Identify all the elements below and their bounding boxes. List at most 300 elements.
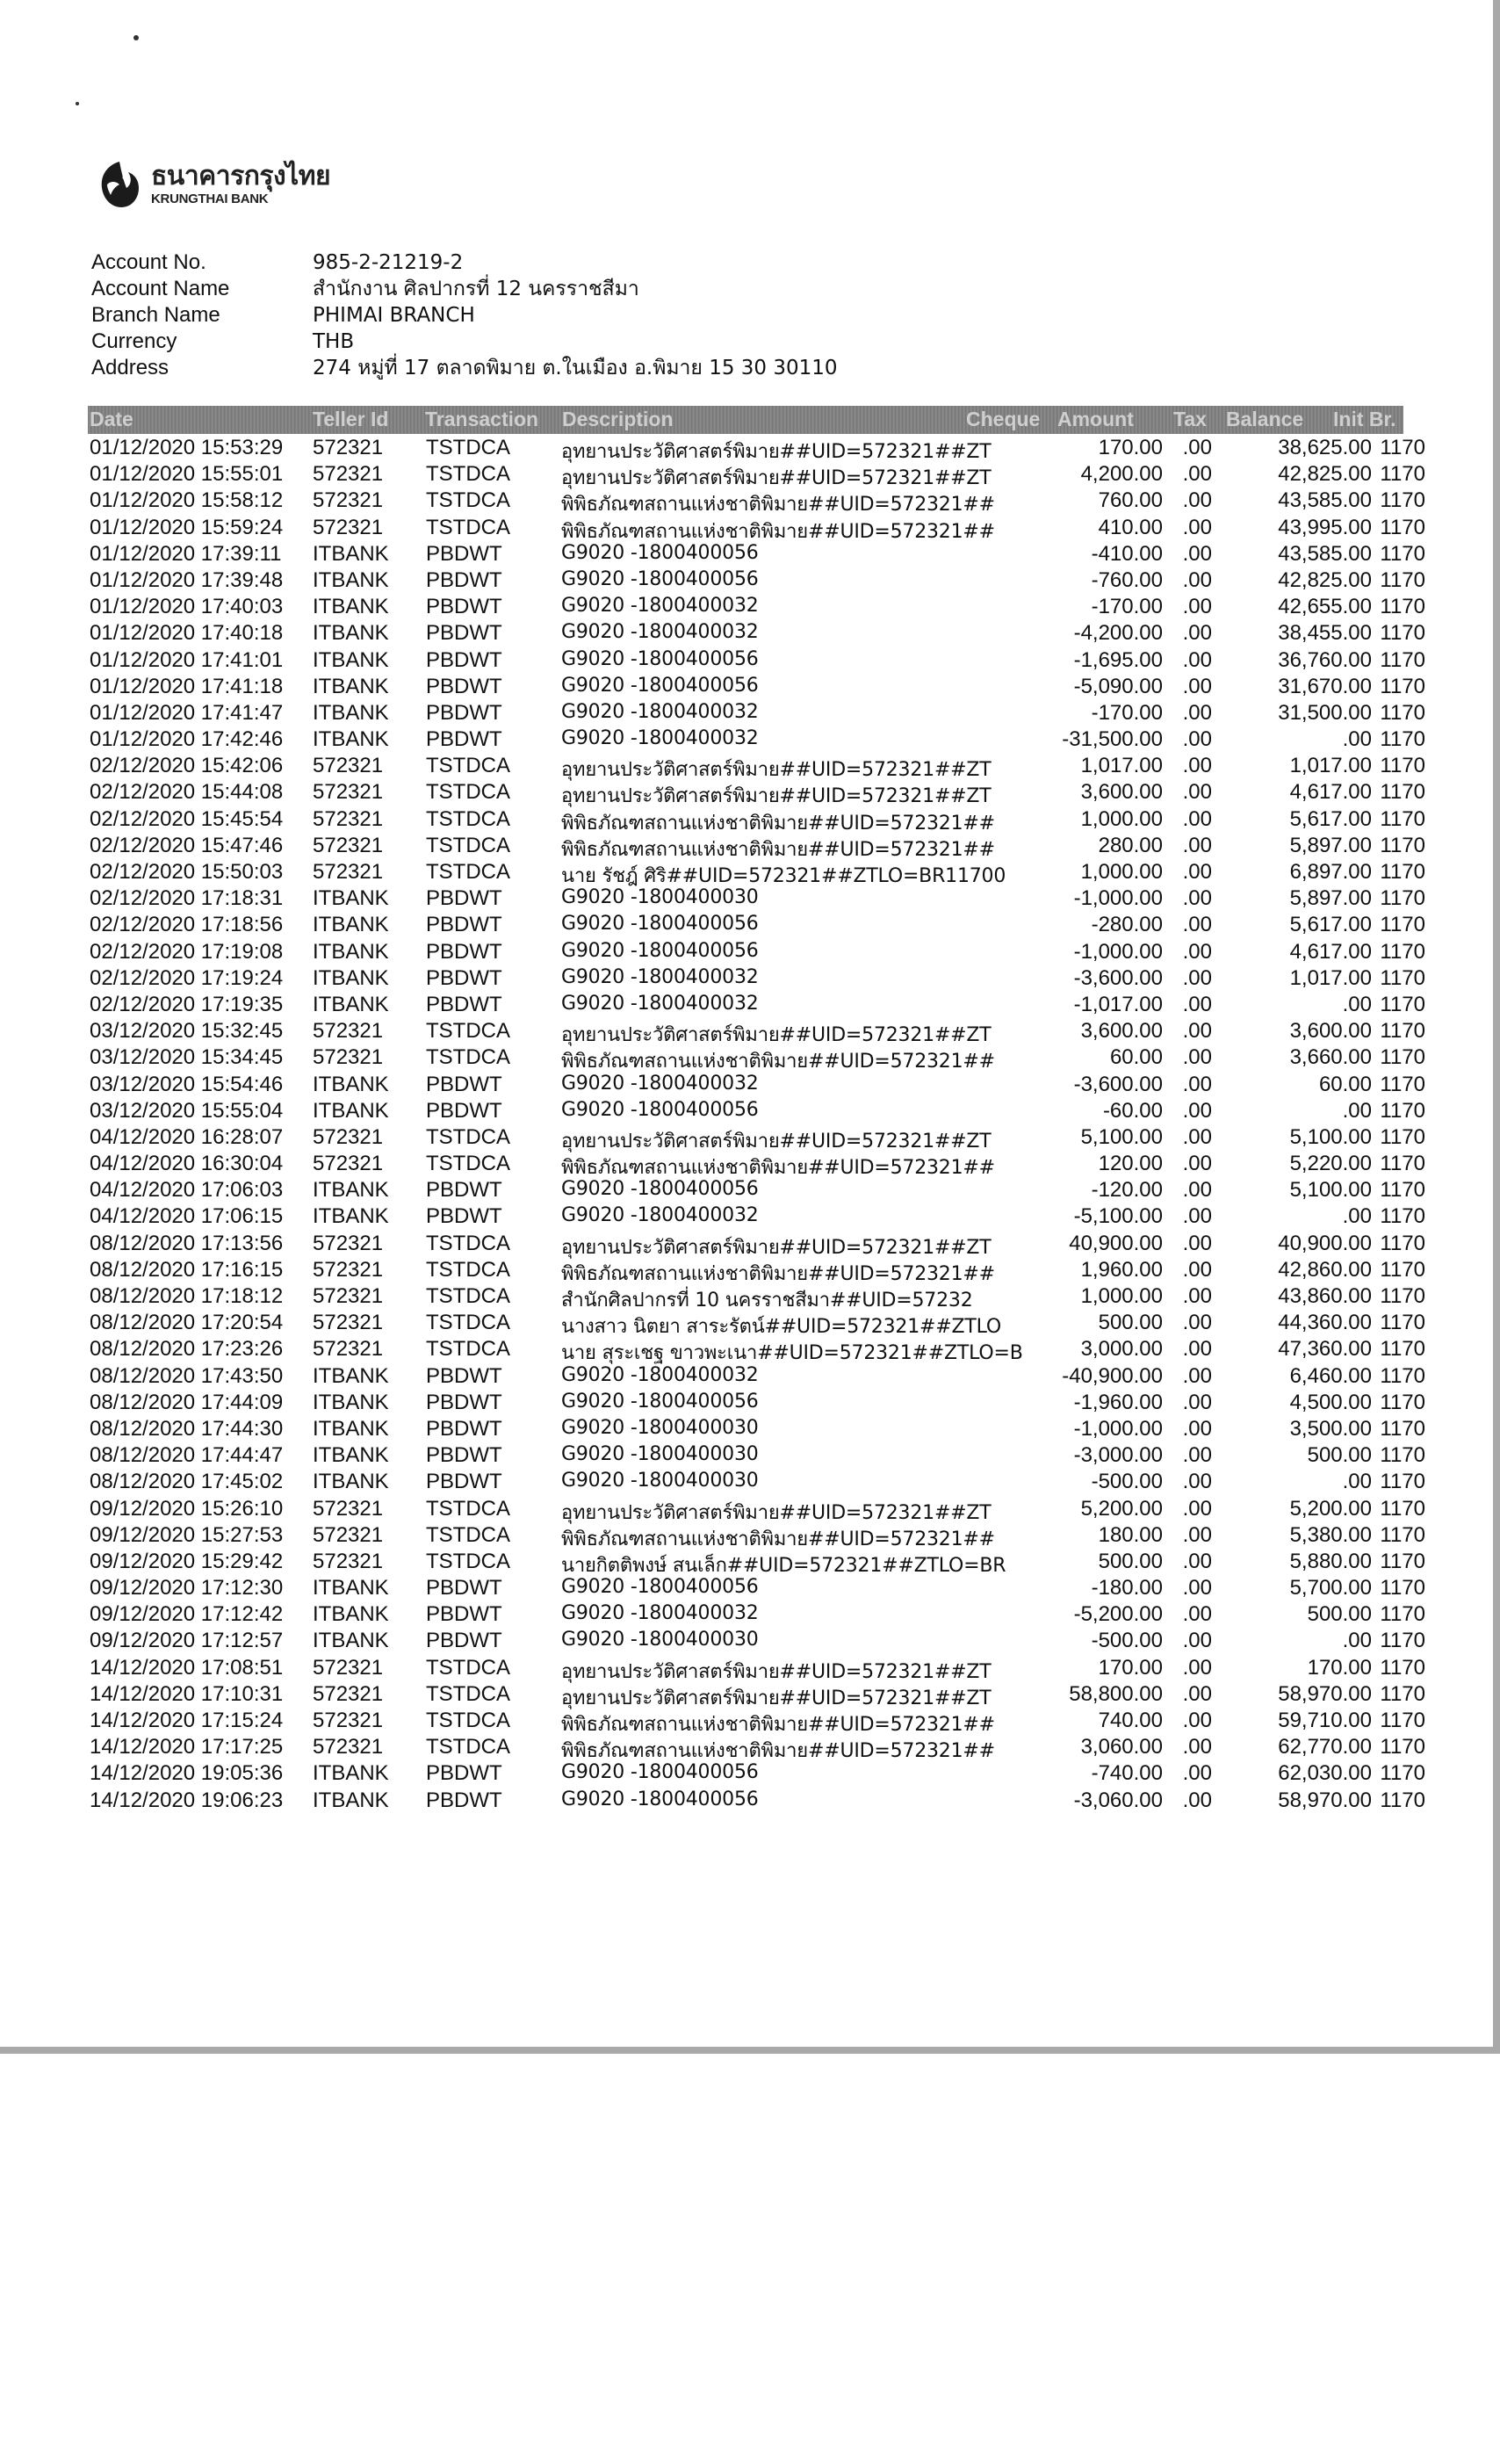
row-teller-id: ITBANK xyxy=(313,1788,389,1812)
row-teller-id: 572321 xyxy=(313,860,384,884)
row-balance: 1,017.00 xyxy=(1289,965,1372,990)
row-transaction: PBDWT xyxy=(426,886,502,911)
row-tax: .00 xyxy=(1182,1098,1212,1123)
row-init-branch: 1170 xyxy=(1380,1072,1425,1096)
row-amount: 58,800.00 xyxy=(1069,1681,1163,1706)
row-transaction: PBDWT xyxy=(426,1788,502,1812)
row-transaction: TSTDCA xyxy=(426,436,510,459)
row-teller-id: 572321 xyxy=(313,1735,384,1759)
row-transaction: PBDWT xyxy=(426,595,502,619)
table-row xyxy=(0,860,1493,886)
address-label: Address xyxy=(91,356,169,379)
row-transaction: TSTDCA xyxy=(426,1735,510,1759)
table-row xyxy=(0,1550,1493,1576)
table-row xyxy=(0,913,1493,939)
row-date: 01/12/2020 15:53:29 xyxy=(90,436,284,459)
row-teller-id: ITBANK xyxy=(313,913,389,937)
row-tax: .00 xyxy=(1182,488,1212,513)
row-transaction: TSTDCA xyxy=(426,1655,510,1680)
row-date: 02/12/2020 15:44:08 xyxy=(90,780,284,805)
row-teller-id: ITBANK xyxy=(313,1576,389,1601)
table-row xyxy=(0,940,1493,966)
table-row xyxy=(0,1523,1493,1550)
row-transaction: TSTDCA xyxy=(426,1152,510,1176)
row-transaction: PBDWT xyxy=(426,1761,502,1786)
row-init-branch: 1170 xyxy=(1380,515,1425,539)
row-transaction: PBDWT xyxy=(426,727,502,752)
row-teller-id: ITBANK xyxy=(313,1602,389,1627)
header-description: Description xyxy=(562,408,674,430)
row-teller-id: 572321 xyxy=(313,1522,384,1547)
row-description: G9020 -1800400056 xyxy=(561,1761,759,1784)
table-row xyxy=(0,807,1493,834)
row-tax: .00 xyxy=(1182,1443,1212,1468)
row-description: G9020 -1800400032 xyxy=(561,1204,759,1227)
row-init-branch: 1170 xyxy=(1380,595,1425,619)
row-amount: -1,695.00 xyxy=(1073,647,1163,672)
row-tax: .00 xyxy=(1182,965,1212,990)
table-row xyxy=(0,1497,1493,1523)
row-description: G9020 -1800400032 xyxy=(561,1602,759,1625)
row-init-branch: 1170 xyxy=(1380,727,1425,752)
row-amount: -170.00 xyxy=(1091,700,1163,725)
row-balance: 170.00 xyxy=(1307,1655,1372,1680)
row-description: อุทยานประวัติศาสตร์พิมาย##UID=572321##ZT xyxy=(561,1130,992,1153)
row-teller-id: ITBANK xyxy=(313,1470,389,1494)
row-amount: -500.00 xyxy=(1091,1629,1163,1653)
row-teller-id: 572321 xyxy=(313,1124,384,1149)
row-tax: .00 xyxy=(1182,992,1212,1016)
row-description: G9020 -1800400056 xyxy=(561,567,759,590)
row-balance: 5,617.00 xyxy=(1289,913,1372,937)
header-transaction: Transaction xyxy=(425,408,539,430)
row-description: G9020 -1800400056 xyxy=(561,1098,759,1121)
row-balance: 4,617.00 xyxy=(1289,939,1372,964)
row-date: 02/12/2020 17:19:35 xyxy=(90,992,284,1016)
row-tax: .00 xyxy=(1182,754,1212,778)
row-init-branch: 1170 xyxy=(1380,1681,1425,1706)
header-init-branch: Init Br. xyxy=(1333,408,1396,430)
row-init-branch: 1170 xyxy=(1380,674,1425,698)
row-date: 08/12/2020 17:44:09 xyxy=(90,1390,284,1414)
row-amount: -5,090.00 xyxy=(1073,674,1163,698)
row-date: 01/12/2020 17:39:11 xyxy=(90,541,282,566)
row-amount: 1,000.00 xyxy=(1080,860,1163,884)
row-date: 04/12/2020 17:06:03 xyxy=(90,1178,284,1203)
row-balance: 5,700.00 xyxy=(1289,1576,1372,1601)
row-transaction: TSTDCA xyxy=(426,1337,510,1362)
table-row xyxy=(0,701,1493,727)
row-balance: .00 xyxy=(1342,1629,1372,1653)
table-row xyxy=(0,1311,1493,1337)
row-balance: 5,100.00 xyxy=(1289,1178,1372,1203)
row-tax: .00 xyxy=(1182,1522,1212,1547)
row-tax: .00 xyxy=(1182,515,1212,539)
row-amount: 760.00 xyxy=(1098,488,1163,513)
row-description: G9020 -1800400056 xyxy=(561,1788,759,1810)
row-teller-id: 572321 xyxy=(313,1655,384,1680)
row-description: G9020 -1800400056 xyxy=(561,647,759,670)
row-amount: -120.00 xyxy=(1091,1178,1163,1203)
row-teller-id: 572321 xyxy=(313,1019,384,1044)
row-init-branch: 1170 xyxy=(1380,1311,1425,1335)
row-teller-id: ITBANK xyxy=(313,567,389,592)
row-teller-id: 572321 xyxy=(313,1152,384,1176)
row-teller-id: 572321 xyxy=(313,1496,384,1521)
address-row xyxy=(91,355,838,381)
row-teller-id: 572321 xyxy=(313,1709,384,1732)
row-description: G9020 -1800400032 xyxy=(561,965,759,988)
row-date: 01/12/2020 17:42:46 xyxy=(90,727,284,752)
table-row xyxy=(0,780,1493,806)
row-description: นาย สุระเชฐ ขาวพะเนา##UID=572321##ZTLO=B xyxy=(561,1342,1023,1365)
row-date: 08/12/2020 17:20:54 xyxy=(90,1311,284,1335)
row-description: อุทยานประวัติศาสตร์พิมาย##UID=572321##ZT xyxy=(561,441,992,463)
row-transaction: TSTDCA xyxy=(426,1124,510,1149)
row-balance: 3,660.00 xyxy=(1289,1045,1372,1070)
table-row xyxy=(0,462,1493,488)
row-balance: 43,585.00 xyxy=(1278,488,1372,513)
row-amount: -5,200.00 xyxy=(1073,1602,1163,1627)
row-balance: 60.00 xyxy=(1318,1072,1372,1096)
table-row xyxy=(0,648,1493,675)
row-balance: 5,880.00 xyxy=(1289,1549,1372,1573)
row-teller-id: ITBANK xyxy=(313,595,389,619)
row-date: 08/12/2020 17:43:50 xyxy=(90,1363,284,1388)
row-init-branch: 1170 xyxy=(1380,700,1425,725)
table-row xyxy=(0,1125,1493,1152)
row-date: 01/12/2020 17:41:47 xyxy=(90,700,284,725)
row-date: 14/12/2020 17:10:31 xyxy=(90,1681,284,1706)
row-tax: .00 xyxy=(1182,1681,1212,1706)
table-row xyxy=(0,1656,1493,1682)
row-description: อุทยานประวัติศาสตร์พิมาย##UID=572321##ZT xyxy=(561,1687,992,1709)
row-teller-id: ITBANK xyxy=(313,1443,389,1468)
row-amount: -5,100.00 xyxy=(1073,1204,1163,1229)
row-teller-id: ITBANK xyxy=(313,541,389,566)
row-transaction: PBDWT xyxy=(426,674,502,698)
table-row xyxy=(0,1629,1493,1655)
table-row xyxy=(0,1709,1493,1735)
table-row xyxy=(0,1576,1493,1602)
currency-row xyxy=(91,329,838,355)
row-init-branch: 1170 xyxy=(1380,1390,1425,1414)
row-description: G9020 -1800400056 xyxy=(561,939,759,962)
row-init-branch: 1170 xyxy=(1380,1443,1425,1468)
row-balance: 5,220.00 xyxy=(1289,1152,1372,1176)
row-date: 01/12/2020 17:39:48 xyxy=(90,567,284,592)
address-value: 274 หมู่ที่ 17 ตลาดพิมาย ต.ในเมือง อ.พิมาย 15 30 30110 xyxy=(313,357,838,379)
row-amount: 1,000.00 xyxy=(1080,806,1163,831)
row-tax: .00 xyxy=(1182,806,1212,831)
row-transaction: TSTDCA xyxy=(426,1231,510,1255)
row-amount: 3,600.00 xyxy=(1080,780,1163,805)
table-row xyxy=(0,1045,1493,1072)
row-description: พิพิธภัณฑสถานแห่งชาติพิมาย##UID=572321## xyxy=(561,1051,995,1073)
row-amount: -1,960.00 xyxy=(1073,1390,1163,1414)
row-date: 02/12/2020 17:19:24 xyxy=(90,965,284,990)
row-tax: .00 xyxy=(1182,1284,1212,1308)
row-amount: 170.00 xyxy=(1098,436,1163,459)
table-row xyxy=(0,1204,1493,1231)
row-tax: .00 xyxy=(1182,1204,1212,1229)
row-teller-id: ITBANK xyxy=(313,939,389,964)
row-amount: 40,900.00 xyxy=(1069,1231,1163,1255)
row-balance: .00 xyxy=(1342,992,1372,1016)
row-amount: -40,900.00 xyxy=(1062,1363,1163,1388)
row-description: G9020 -1800400032 xyxy=(561,595,759,618)
row-description: G9020 -1800400056 xyxy=(561,1576,759,1599)
row-description: พิพิธภัณฑสถานแห่งชาติพิมาย##UID=572321## xyxy=(561,1714,995,1736)
table-row xyxy=(0,966,1493,993)
row-balance: 38,455.00 xyxy=(1278,621,1372,646)
row-date: 01/12/2020 15:58:12 xyxy=(90,488,284,513)
row-balance: 43,585.00 xyxy=(1278,541,1372,566)
row-tax: .00 xyxy=(1182,1231,1212,1255)
row-date: 02/12/2020 17:18:31 xyxy=(90,886,284,911)
row-amount: 60.00 xyxy=(1109,1045,1163,1070)
row-date: 08/12/2020 17:45:02 xyxy=(90,1470,284,1494)
row-tax: .00 xyxy=(1182,727,1212,752)
row-balance: .00 xyxy=(1342,1098,1372,1123)
row-balance: 59,710.00 xyxy=(1278,1709,1372,1732)
row-tax: .00 xyxy=(1182,1257,1212,1282)
row-description: G9020 -1800400030 xyxy=(561,886,759,909)
row-teller-id: 572321 xyxy=(313,780,384,805)
table-row xyxy=(0,1152,1493,1178)
row-transaction: PBDWT xyxy=(426,913,502,937)
row-transaction: PBDWT xyxy=(426,1602,502,1627)
row-init-branch: 1170 xyxy=(1380,1019,1425,1044)
row-teller-id: 572321 xyxy=(313,1284,384,1308)
account-info xyxy=(91,249,838,381)
table-row xyxy=(0,1073,1493,1099)
row-init-branch: 1170 xyxy=(1380,1045,1425,1070)
row-balance: 47,360.00 xyxy=(1278,1337,1372,1362)
row-balance: 58,970.00 xyxy=(1278,1681,1372,1706)
row-transaction: TSTDCA xyxy=(426,860,510,884)
table-row xyxy=(0,993,1493,1019)
row-description: G9020 -1800400032 xyxy=(561,727,759,750)
row-init-branch: 1170 xyxy=(1380,1549,1425,1573)
row-balance: 500.00 xyxy=(1307,1602,1372,1627)
row-transaction: PBDWT xyxy=(426,647,502,672)
row-teller-id: 572321 xyxy=(313,488,384,513)
row-description: พิพิธภัณฑสถานแห่งชาติพิมาย##UID=572321## xyxy=(561,812,995,835)
row-description: สำนักศิลปากรที่ 10 นครราชสีมา##UID=57232 xyxy=(561,1290,973,1311)
row-description: อุทยานประวัติศาสตร์พิมาย##UID=572321##ZT xyxy=(561,1024,992,1047)
row-transaction: PBDWT xyxy=(426,1098,502,1123)
account-name-label: Account Name xyxy=(91,277,230,300)
row-date: 08/12/2020 17:44:30 xyxy=(90,1416,284,1441)
row-teller-id: ITBANK xyxy=(313,1204,389,1229)
row-teller-id: 572321 xyxy=(313,1311,384,1335)
row-description: นาย รัชฎ์ ศิริ##UID=572321##ZTLO=BR11700 xyxy=(561,865,1006,887)
row-transaction: PBDWT xyxy=(426,992,502,1016)
row-init-branch: 1170 xyxy=(1380,462,1425,487)
row-transaction: PBDWT xyxy=(426,567,502,592)
row-date: 14/12/2020 19:06:23 xyxy=(90,1788,284,1812)
row-teller-id: ITBANK xyxy=(313,647,389,672)
row-balance: 31,670.00 xyxy=(1278,674,1372,698)
row-transaction: PBDWT xyxy=(426,621,502,646)
row-tax: .00 xyxy=(1182,833,1212,857)
table-row xyxy=(0,727,1493,754)
currency-value: THB xyxy=(313,330,355,353)
row-teller-id: ITBANK xyxy=(313,886,389,911)
row-balance: .00 xyxy=(1342,1204,1372,1229)
row-description: G9020 -1800400030 xyxy=(561,1443,759,1466)
row-tax: .00 xyxy=(1182,1019,1212,1044)
row-teller-id: ITBANK xyxy=(313,1098,389,1123)
row-transaction: TSTDCA xyxy=(426,1681,510,1706)
row-tax: .00 xyxy=(1182,621,1212,646)
row-amount: 500.00 xyxy=(1098,1311,1163,1335)
table-row xyxy=(0,1258,1493,1284)
currency-label: Currency xyxy=(91,329,177,353)
table-row xyxy=(0,1232,1493,1258)
row-teller-id: ITBANK xyxy=(313,1416,389,1441)
row-init-branch: 1170 xyxy=(1380,886,1425,911)
row-balance: 1,017.00 xyxy=(1289,754,1372,778)
row-balance: 500.00 xyxy=(1307,1443,1372,1468)
row-date: 02/12/2020 17:19:08 xyxy=(90,939,284,964)
row-transaction: TSTDCA xyxy=(426,1522,510,1547)
row-init-branch: 1170 xyxy=(1380,488,1425,513)
row-date: 14/12/2020 17:17:25 xyxy=(90,1735,284,1759)
account-number-value: 985-2-21219-2 xyxy=(313,251,464,274)
row-balance: 5,897.00 xyxy=(1289,886,1372,911)
row-transaction: TSTDCA xyxy=(426,1311,510,1335)
table-row xyxy=(0,1470,1493,1496)
row-tax: .00 xyxy=(1182,1390,1212,1414)
row-init-branch: 1170 xyxy=(1380,621,1425,646)
row-balance: 3,600.00 xyxy=(1289,1019,1372,1044)
row-tax: .00 xyxy=(1182,1337,1212,1362)
row-description: พิพิธภัณฑสถานแห่งชาติพิมาย##UID=572321## xyxy=(561,1157,995,1180)
row-description: G9020 -1800400030 xyxy=(561,1629,759,1651)
row-amount: -4,200.00 xyxy=(1073,621,1163,646)
row-date: 01/12/2020 17:41:18 xyxy=(90,674,284,698)
row-balance: 5,897.00 xyxy=(1289,833,1372,857)
row-transaction: PBDWT xyxy=(426,1443,502,1468)
row-date: 03/12/2020 15:34:45 xyxy=(90,1045,284,1070)
row-tax: .00 xyxy=(1182,1735,1212,1759)
row-teller-id: 572321 xyxy=(313,806,384,831)
row-init-branch: 1170 xyxy=(1380,1470,1425,1494)
row-transaction: TSTDCA xyxy=(426,1019,510,1044)
row-init-branch: 1170 xyxy=(1380,436,1425,459)
row-transaction: TSTDCA xyxy=(426,780,510,805)
row-balance: 62,030.00 xyxy=(1278,1761,1372,1786)
row-teller-id: ITBANK xyxy=(313,700,389,725)
row-init-branch: 1170 xyxy=(1380,913,1425,937)
scan-speck xyxy=(133,35,139,40)
row-init-branch: 1170 xyxy=(1380,1257,1425,1282)
row-init-branch: 1170 xyxy=(1380,1204,1425,1229)
table-row xyxy=(0,1682,1493,1709)
row-amount: -500.00 xyxy=(1091,1470,1163,1494)
row-date: 02/12/2020 15:47:46 xyxy=(90,833,284,857)
row-transaction: PBDWT xyxy=(426,1072,502,1096)
row-teller-id: 572321 xyxy=(313,1231,384,1255)
row-teller-id: ITBANK xyxy=(313,965,389,990)
row-amount: -3,600.00 xyxy=(1073,1072,1163,1096)
table-row xyxy=(0,675,1493,701)
transaction-rows xyxy=(0,436,1493,1815)
row-transaction: TSTDCA xyxy=(426,1284,510,1308)
row-amount: -60.00 xyxy=(1102,1098,1163,1123)
row-init-branch: 1170 xyxy=(1380,1629,1425,1653)
row-init-branch: 1170 xyxy=(1380,1522,1425,1547)
row-teller-id: 572321 xyxy=(313,1337,384,1362)
row-date: 08/12/2020 17:13:56 xyxy=(90,1231,284,1255)
header-date: Date xyxy=(90,408,133,430)
row-date: 08/12/2020 17:16:15 xyxy=(90,1257,284,1282)
row-description: G9020 -1800400032 xyxy=(561,1363,759,1386)
row-tax: .00 xyxy=(1182,436,1212,459)
table-row xyxy=(0,488,1493,515)
row-date: 03/12/2020 15:54:46 xyxy=(90,1072,284,1096)
row-description: G9020 -1800400056 xyxy=(561,1390,759,1413)
row-description: G9020 -1800400056 xyxy=(561,674,759,697)
row-amount: -1,000.00 xyxy=(1073,1416,1163,1441)
row-init-branch: 1170 xyxy=(1380,1178,1425,1203)
row-transaction: TSTDCA xyxy=(426,833,510,857)
table-row xyxy=(0,1761,1493,1788)
row-description: อุทยานประวัติศาสตร์พิมาย##UID=572321##ZT xyxy=(561,1236,992,1259)
row-description: G9020 -1800400030 xyxy=(561,1416,759,1439)
row-teller-id: ITBANK xyxy=(313,727,389,752)
row-balance: 44,360.00 xyxy=(1278,1311,1372,1335)
row-balance: 43,860.00 xyxy=(1278,1284,1372,1308)
table-row xyxy=(0,1364,1493,1391)
table-header xyxy=(88,406,1403,434)
row-tax: .00 xyxy=(1182,647,1212,672)
row-amount: 740.00 xyxy=(1098,1709,1163,1732)
row-balance: 58,970.00 xyxy=(1278,1788,1372,1812)
table-row xyxy=(0,1602,1493,1629)
row-balance: 40,900.00 xyxy=(1278,1231,1372,1255)
row-teller-id: ITBANK xyxy=(313,992,389,1016)
row-init-branch: 1170 xyxy=(1380,780,1425,805)
row-transaction: PBDWT xyxy=(426,939,502,964)
row-date: 09/12/2020 15:29:42 xyxy=(90,1549,284,1573)
table-row xyxy=(0,595,1493,621)
row-transaction: PBDWT xyxy=(426,700,502,725)
row-transaction: TSTDCA xyxy=(426,1709,510,1732)
header-amount: Amount xyxy=(1057,408,1134,430)
row-date: 02/12/2020 15:50:03 xyxy=(90,860,284,884)
row-init-branch: 1170 xyxy=(1380,1098,1425,1123)
row-amount: 3,060.00 xyxy=(1080,1735,1163,1759)
row-transaction: PBDWT xyxy=(426,1204,502,1229)
row-date: 14/12/2020 17:08:51 xyxy=(90,1655,284,1680)
row-amount: 500.00 xyxy=(1098,1549,1163,1573)
row-date: 08/12/2020 17:23:26 xyxy=(90,1337,284,1362)
row-amount: -1,000.00 xyxy=(1073,886,1163,911)
row-tax: .00 xyxy=(1182,1152,1212,1176)
row-balance: 4,617.00 xyxy=(1289,780,1372,805)
row-amount: 280.00 xyxy=(1098,833,1163,857)
row-amount: -31,500.00 xyxy=(1062,727,1163,752)
row-transaction: PBDWT xyxy=(426,1363,502,1388)
row-date: 08/12/2020 17:18:12 xyxy=(90,1284,284,1308)
row-tax: .00 xyxy=(1182,1788,1212,1812)
row-transaction: PBDWT xyxy=(426,1576,502,1601)
row-date: 09/12/2020 17:12:30 xyxy=(90,1576,284,1601)
row-tax: .00 xyxy=(1182,1655,1212,1680)
